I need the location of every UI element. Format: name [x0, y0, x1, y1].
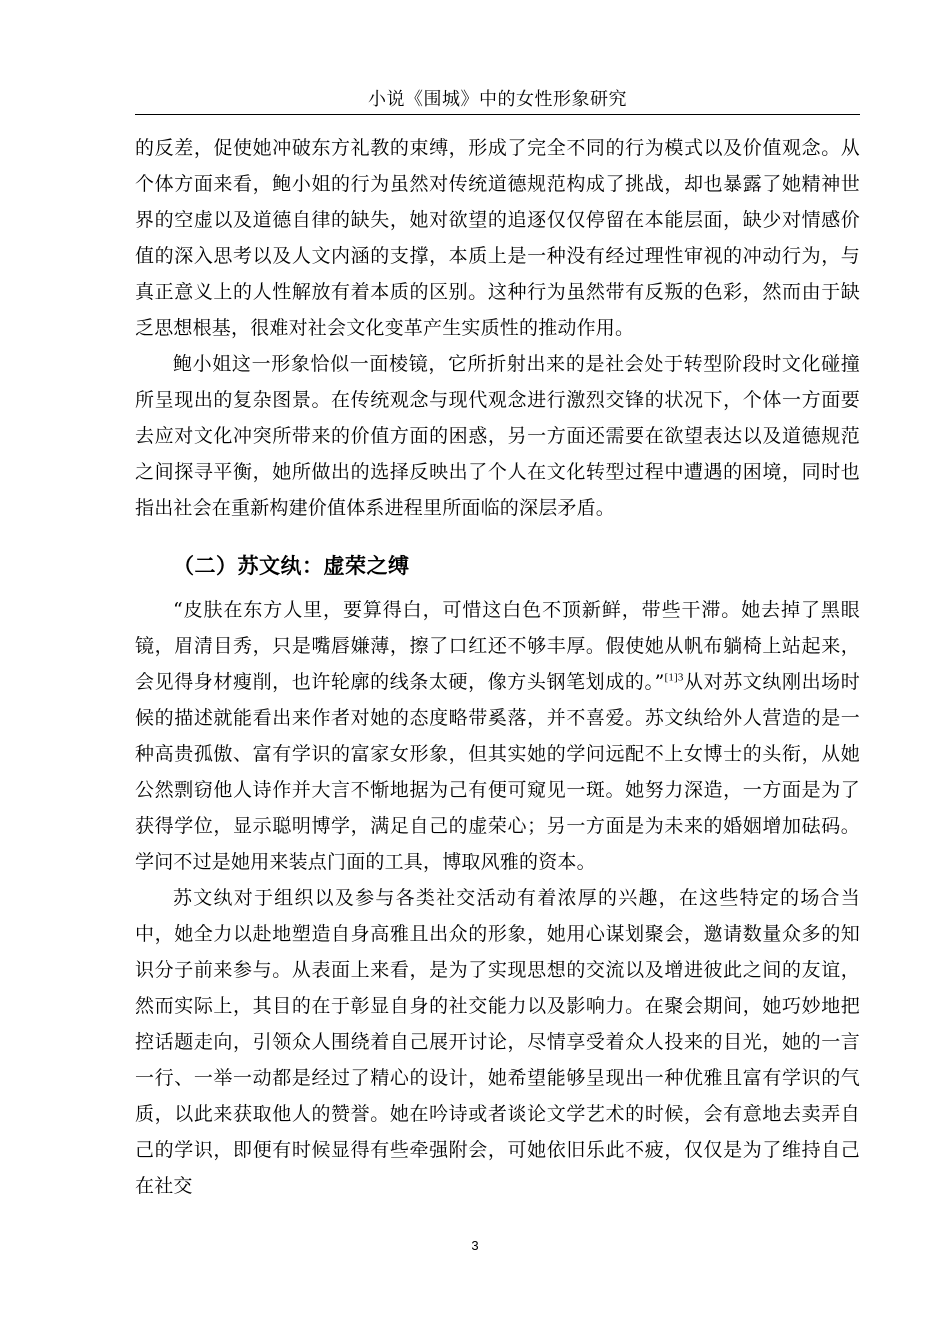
section-heading: （二）苏文纨：虚荣之缚 — [173, 554, 410, 578]
paragraph-bao-prism: 鲍小姐这一形象恰似一面棱镜，它所折射出来的是社会处于转型阶段时文化碰撞所呈现出的复杂图景。在传统观念与现代观念进行激烈交锋的状况下，个体一方面要去应对文化冲突所带来的价值方面的困惑，另一方面还需要在欲望表达以及道德规范之间探寻平衡，她所做出的选择反映出了个人在文化转型过程中遭遇的困境，同时也指出社会在重新构建价值体系进程里所面临的深层矛盾。 — [135, 353, 860, 519]
citation-superscript: [1]3 — [664, 671, 684, 684]
body-text — [135, 130, 860, 1204]
page-number: 3 — [471, 1238, 479, 1253]
running-header-title: 小说《围城》中的女性形象研究 — [368, 89, 627, 110]
paragraph-continuation: 的反差，促使她冲破东方礼教的束缚，形成了完全不同的行为模式以及价值观念。从个体方面来看，鲍小姐的行为虽然对传统道德规范构成了挑战，却也暴露了她精神世界的空虚以及道德自律的缺失，她对欲望的追逐仅仅停留在本能层面，缺少对情感价值的深入思考以及人文内涵的支撑，本质上是一种没有经过理性审视的冲动行为，与真正意义上的人性解放有着本质的区别。这种行为虽然带有反叛的色彩，然而由于缺乏思想根基，很难对社会文化变革产生实质性的推动作用。 — [135, 137, 860, 339]
header-rule — [135, 114, 860, 115]
paragraph-su-quote — [135, 592, 860, 880]
paragraph-su-social: 苏文纨对于组织以及参与各类社交活动有着浓厚的兴趣，在这些特定的场合当中，她全力以赴地塑造自身高雅且出众的形象，她用心谋划聚会，邀请数量众多的知识分子前来参与。从表面上来看，是为了实现思想的交流以及增进彼此之间的友谊，然而实际上，其目的在于彰显自身的社交能力以及影响力。在聚会期间，她巧妙地把控话题走向，引领众人围绕着自己展开讨论，尽情享受着众人投来的目光，她的一言一行、一举一动都是经过了精心的设计，她希望能够呈现出一种优雅且富有学识的气质，以此来获取他人的赞誉。她在吟诗或者谈论文学艺术的时候，会有意地去卖弄自己的学识，即便有时候显得有些牵强附会，可她依旧乐此不疲，仅仅是为了维持自己在社交 — [135, 887, 860, 1197]
quotation-text: “皮肤在东方人里，要算得白，可惜这白色不顶新鲜，带些干滞。她去掉了黑眼镜，眉清目秀，只是嘴唇嫌薄，擦了口红还不够丰厚。假使她从帆布躺椅上站起来，会见得身材瘦削，也许轮廓的线条太硬，像方头钢笔划成的。” — [135, 599, 860, 693]
paragraph-su-analysis: 从对苏文纨刚出场时候的描述就能看出来作者对她的态度略带奚落，并不喜爱。苏文纨给外人营造的是一种高贵孤傲、富有学识的富家女形象，但其实她的学问远配不上女博士的头衔，从她公然剽窃他人诗作并大言不惭地据为己有便可窥见一斑。她努力深造，一方面是为了获得学位，显示聪明博学，满足自己的虚荣心；另一方面是为未来的婚姻增加砝码。学问不过是她用来装点门面的工具，博取风雅的资本。 — [135, 671, 860, 873]
